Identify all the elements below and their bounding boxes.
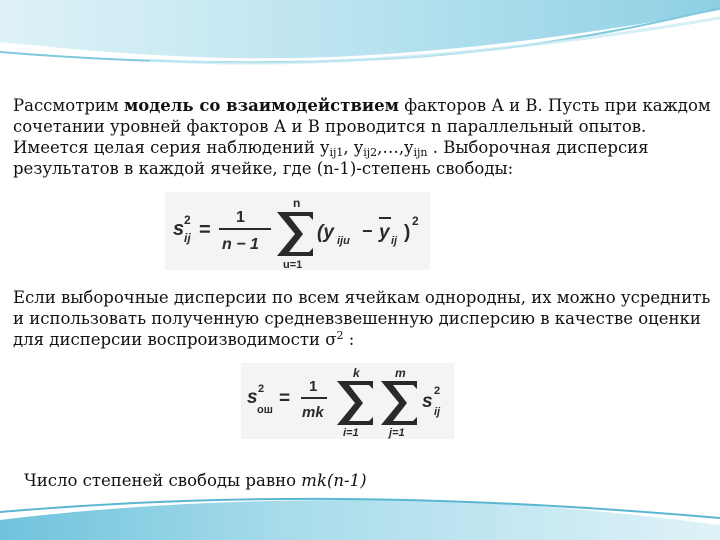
f1-minus: − (362, 221, 373, 241)
f2-lhs-sub: ош (257, 404, 273, 416)
f2-equals: = (279, 388, 291, 409)
f2-lhs-symbol: s (247, 387, 258, 408)
f2-numerator: 1 (309, 378, 318, 395)
f1-sigma-icon (277, 212, 313, 256)
model-term-bold: модель со взаимодействием (123, 96, 399, 115)
formula-cell-variance (165, 192, 430, 270)
average-variance-colon: : (343, 330, 355, 349)
obs-subscript-3: ijn (413, 146, 428, 159)
f2-body-sub: ij (434, 406, 441, 418)
f2-sigma1-icon (337, 381, 373, 425)
f2-sigma2-icon (381, 381, 417, 425)
paragraph-average-variance (8, 287, 713, 350)
f2-lhs-sup: 2 (258, 383, 265, 395)
f1-sum-top: n (293, 196, 301, 210)
f2-body-sup: 2 (434, 385, 441, 397)
obs-subscript-1: ij1 (329, 146, 344, 159)
intro-text-start: Рассмотрим (13, 96, 124, 115)
intro-text-middle: факторов А и В. Пусть при каждом сочетании уровней факторов А и В проводится n параллельный опытов. Имеется целая серия наблюдений y (13, 96, 711, 157)
f1-close: ) (404, 222, 411, 243)
f1-numerator: 1 (236, 209, 245, 226)
f1-body: (y (317, 222, 334, 243)
f1-body-sub: iju (337, 235, 350, 247)
paragraph-intro (8, 95, 713, 179)
degrees-of-freedom-text: Число степеней свободы равно (24, 471, 302, 490)
f1-lhs-sub: ij (184, 231, 191, 245)
f1-lhs-sup: 2 (184, 213, 191, 227)
formula-pooled-variance (241, 363, 454, 439)
f1-denominator: n − 1 (222, 236, 259, 253)
f2-sum2-bottom: j=1 (389, 427, 405, 439)
f1-equals: = (199, 219, 211, 241)
average-variance-text: Если выборочные дисперсии по всем ячейкам однородны, их можно усреднить и использовать полученную средневзвешенную дисперсию в качестве оценки для дисперсии воспроизводимости σ (13, 288, 711, 349)
f1-power: 2 (412, 214, 419, 228)
degrees-of-freedom-formula: mk(n-1) (301, 471, 367, 490)
f1-lhs-symbol: s (173, 218, 185, 240)
f2-sum1-top: k (353, 366, 360, 380)
f2-body: s (422, 391, 433, 412)
f2-sum2-top: m (395, 366, 406, 380)
bottom-wave-shape (0, 500, 720, 540)
top-wave-shape (0, 0, 720, 58)
obs-separator-1: , y (343, 138, 364, 157)
intro-text-end: . Выборочная дисперсия результатов в каждой ячейке, где (n-1)-степень свободы: (13, 138, 649, 178)
f1-ybar-sub: ij (391, 235, 398, 247)
f2-denominator: mk (302, 404, 324, 421)
sigma-superscript: 2 (336, 329, 344, 342)
f1-ybar: y (379, 222, 390, 243)
paragraph-degrees-of-freedom (24, 471, 367, 490)
obs-subscript-2: ij2 (363, 146, 378, 159)
f2-sum1-bottom: i=1 (343, 427, 359, 439)
obs-separator-2: ,…,y (377, 138, 414, 157)
f1-sum-bottom: u=1 (283, 259, 303, 270)
